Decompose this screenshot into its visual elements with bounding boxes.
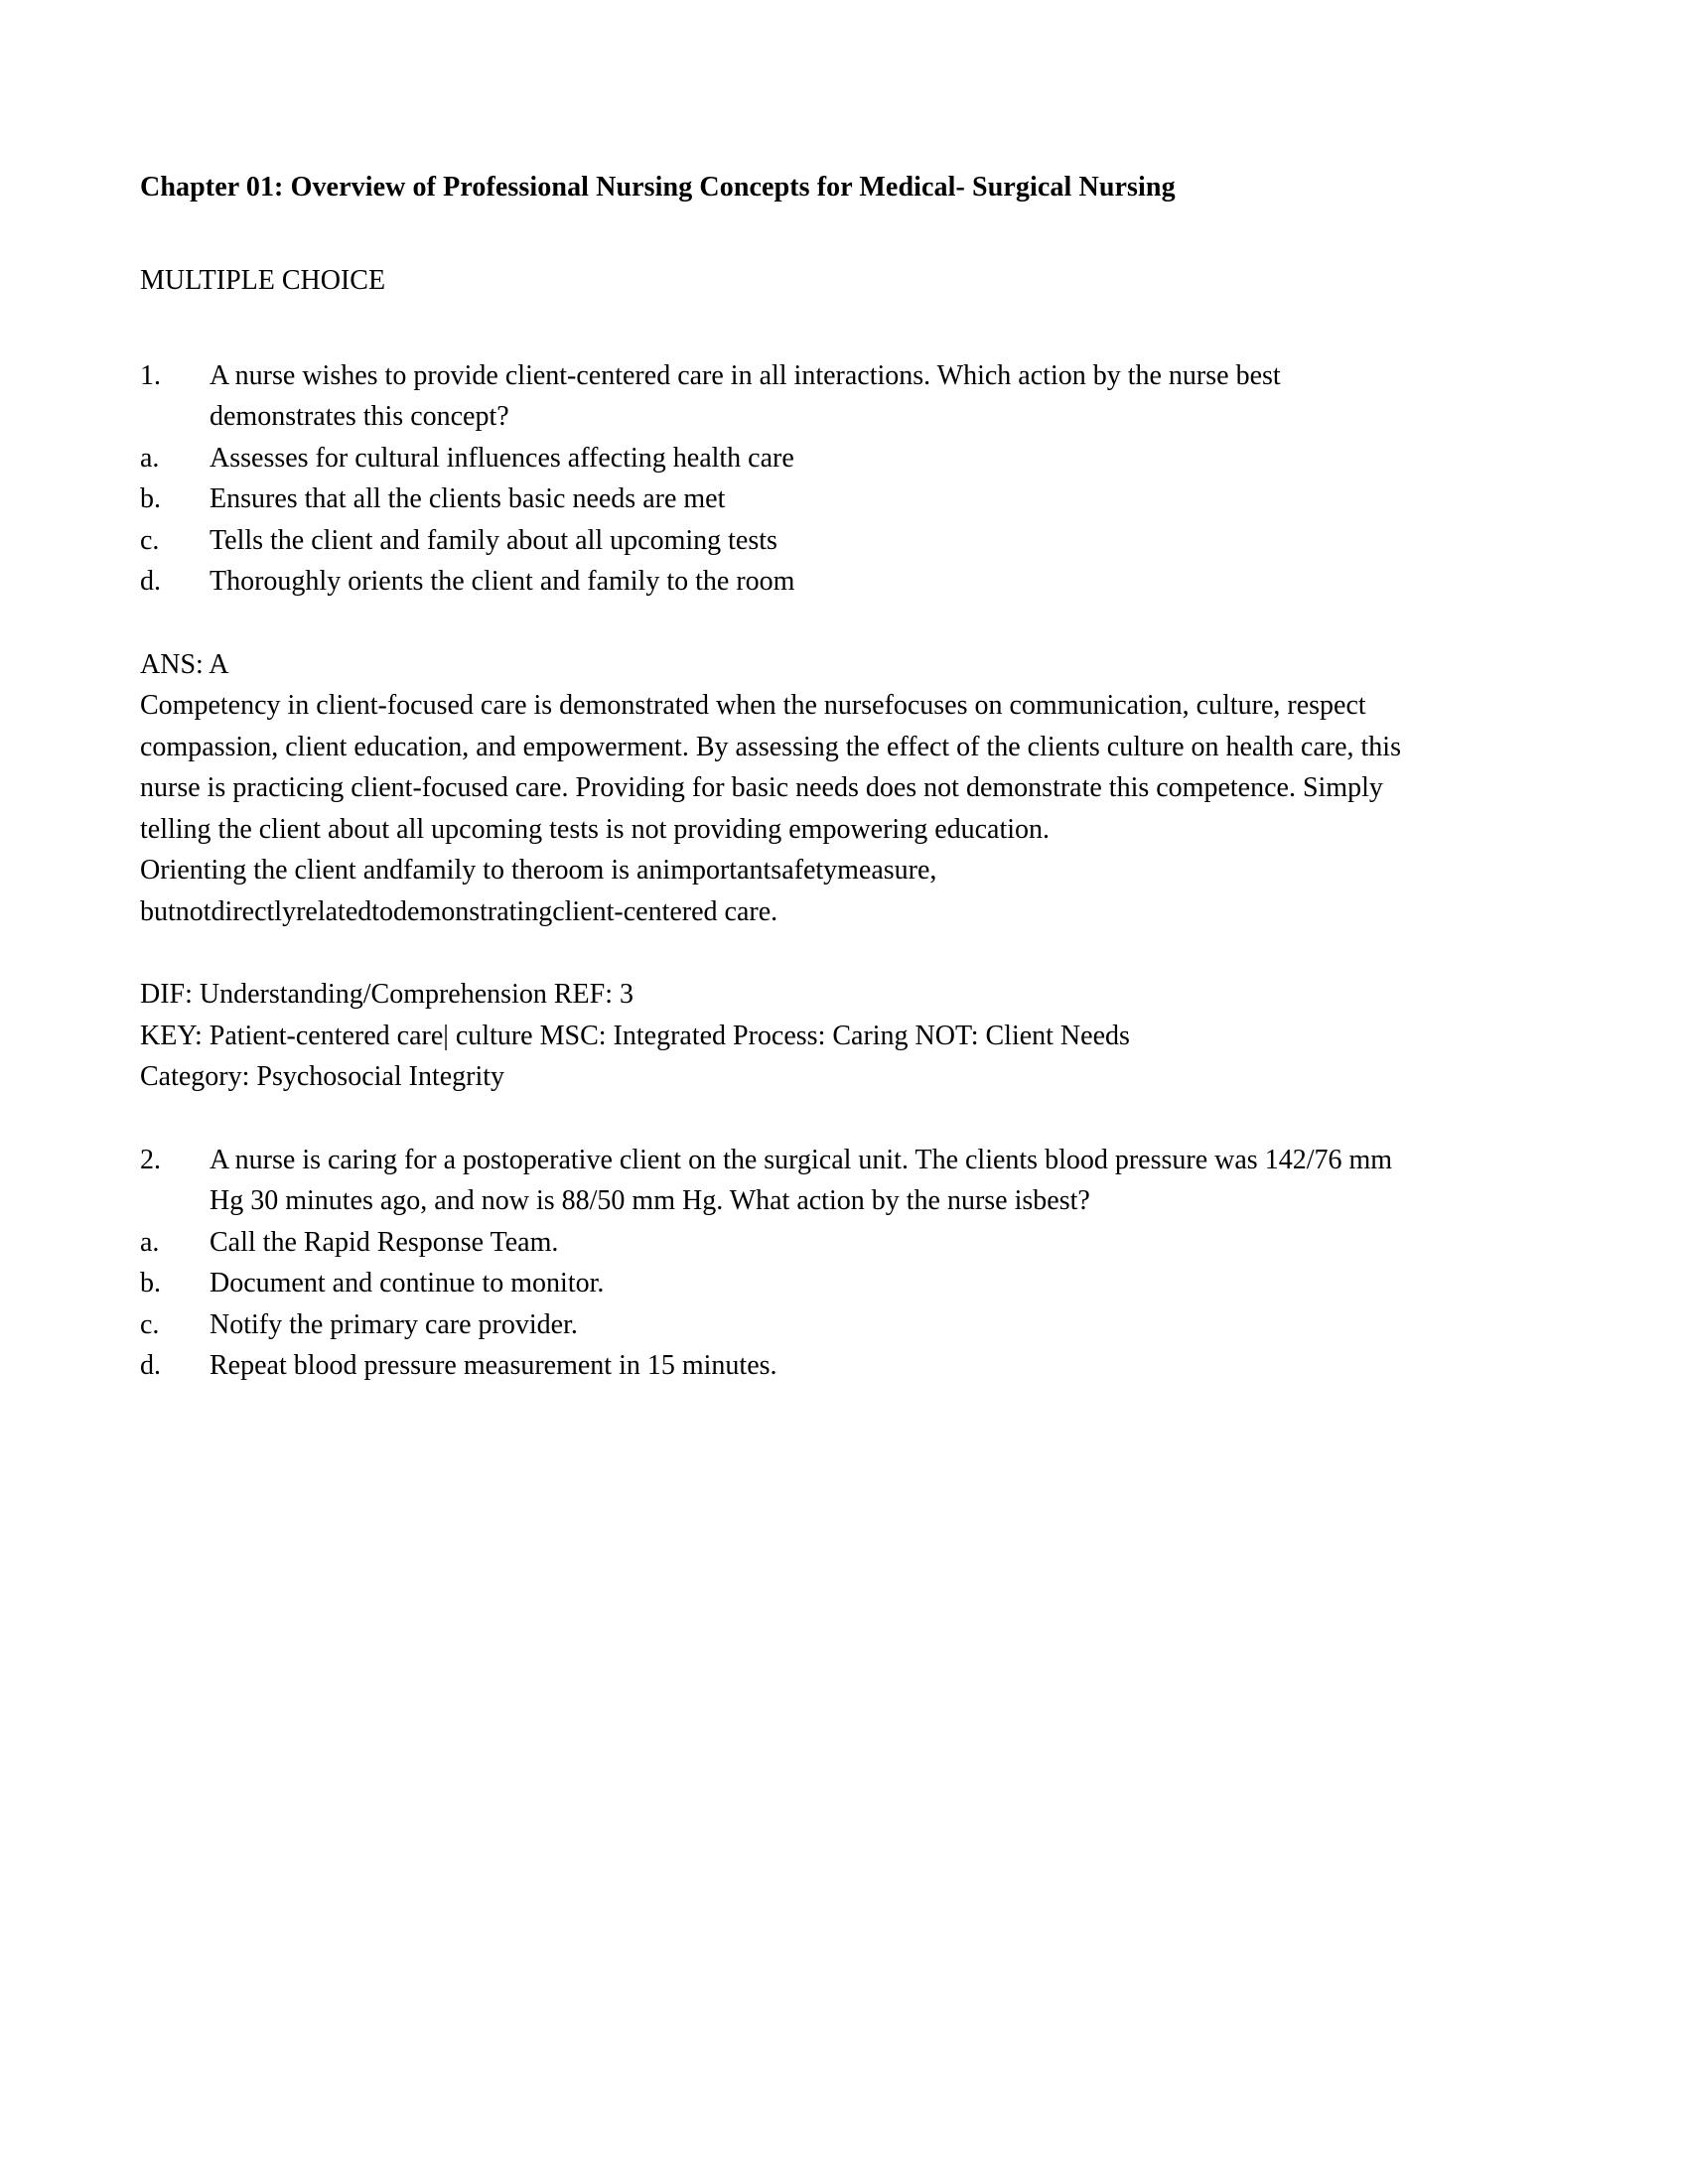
option-label: Notify the primary care provider. [210, 1308, 578, 1340]
option-list-1 [140, 438, 1425, 603]
question-number: 1. [140, 359, 161, 391]
question-stem-2 [140, 1140, 1425, 1222]
option-label: Ensures that all the clients basic needs are met [210, 483, 726, 515]
option-row-c[interactable] [140, 520, 1425, 562]
option-label: Repeat blood pressure measurement in 15 minutes. [210, 1350, 777, 1382]
option-label: Thoroughly orients the client and family to the room [210, 566, 795, 598]
question-stem-1 [140, 355, 1425, 438]
option-row-a[interactable] [140, 1222, 1425, 1264]
option-marker: a. [140, 442, 160, 474]
question-block-1 [140, 355, 1425, 1098]
option-marker: c. [140, 524, 160, 556]
option-label: Document and continue to monitor. [210, 1268, 605, 1299]
option-list-2 [140, 1222, 1425, 1387]
question-block-2 [140, 1140, 1425, 1387]
spacer [140, 1098, 1425, 1140]
option-marker: d. [140, 566, 161, 598]
option-row-d[interactable] [140, 561, 1425, 603]
spacer [140, 603, 1425, 644]
option-marker: a. [140, 1226, 160, 1258]
option-label: Call the Rapid Response Team. [210, 1226, 559, 1258]
metadata-category: Category: Psychosocial Integrity [140, 1061, 505, 1093]
option-row-d[interactable] [140, 1345, 1425, 1387]
metadata-dif-ref: DIF: Understanding/Comprehension REF: 3 [140, 979, 633, 1011]
question-metadata-1 [140, 974, 1425, 1098]
answer-key-line-1: ANS: A [140, 648, 229, 680]
spacer [140, 206, 1425, 262]
rationale-paragraph-1: Competency in client-focused care is demonstrated when the nursefocuses on communication, culture, respect compassion, client education, and empowerment. By assessing the effect of the clients culture on health care, this nurse is practicing client-focused care. Providing for basic needs does not demonstrate this competence. Simply telling the client about all upcoming tests is not providing empowering education. [140, 690, 1401, 845]
spacer [140, 932, 1425, 974]
option-row-b[interactable] [140, 1263, 1425, 1304]
metadata-key-msc-not: KEY: Patient-centered care| culture MSC: Integrated Process: Caring NOT: Client Needs [140, 1020, 1130, 1051]
page-title: Chapter 01: Overview of Professional Nursing Concepts for Medical- Surgical Nursing [140, 172, 1176, 203]
spacer [140, 300, 1425, 355]
option-row-c[interactable] [140, 1304, 1425, 1346]
option-marker: b. [140, 1268, 161, 1299]
option-marker: d. [140, 1350, 161, 1382]
option-label: Assesses for cultural influences affecting health care [210, 442, 794, 474]
section-label-multiple-choice: MULTIPLE CHOICE [140, 264, 386, 296]
option-row-b[interactable] [140, 478, 1425, 520]
question-text: A nurse wishes to provide client-centered care in all interactions. Which action by the nurse best demonstrates this concept? [210, 359, 1281, 433]
option-marker: c. [140, 1308, 160, 1340]
question-text: A nurse is caring for a postoperative client on the surgical unit. The clients blood pressure was 142/76 mm Hg 30 minutes ago, and now is 88/50 mm Hg. What action by the nurse isbest? [210, 1144, 1393, 1217]
question-number: 2. [140, 1144, 161, 1175]
option-row-a[interactable] [140, 438, 1425, 479]
rationale-paragraph-2: Orienting the client andfamily to theroom is animportantsafetymeasure, butnotdirectlyrelatedtodemonstratingclient-centered care. [140, 855, 937, 927]
option-marker: b. [140, 483, 161, 515]
option-label: Tells the client and family about all upcoming tests [210, 524, 777, 556]
